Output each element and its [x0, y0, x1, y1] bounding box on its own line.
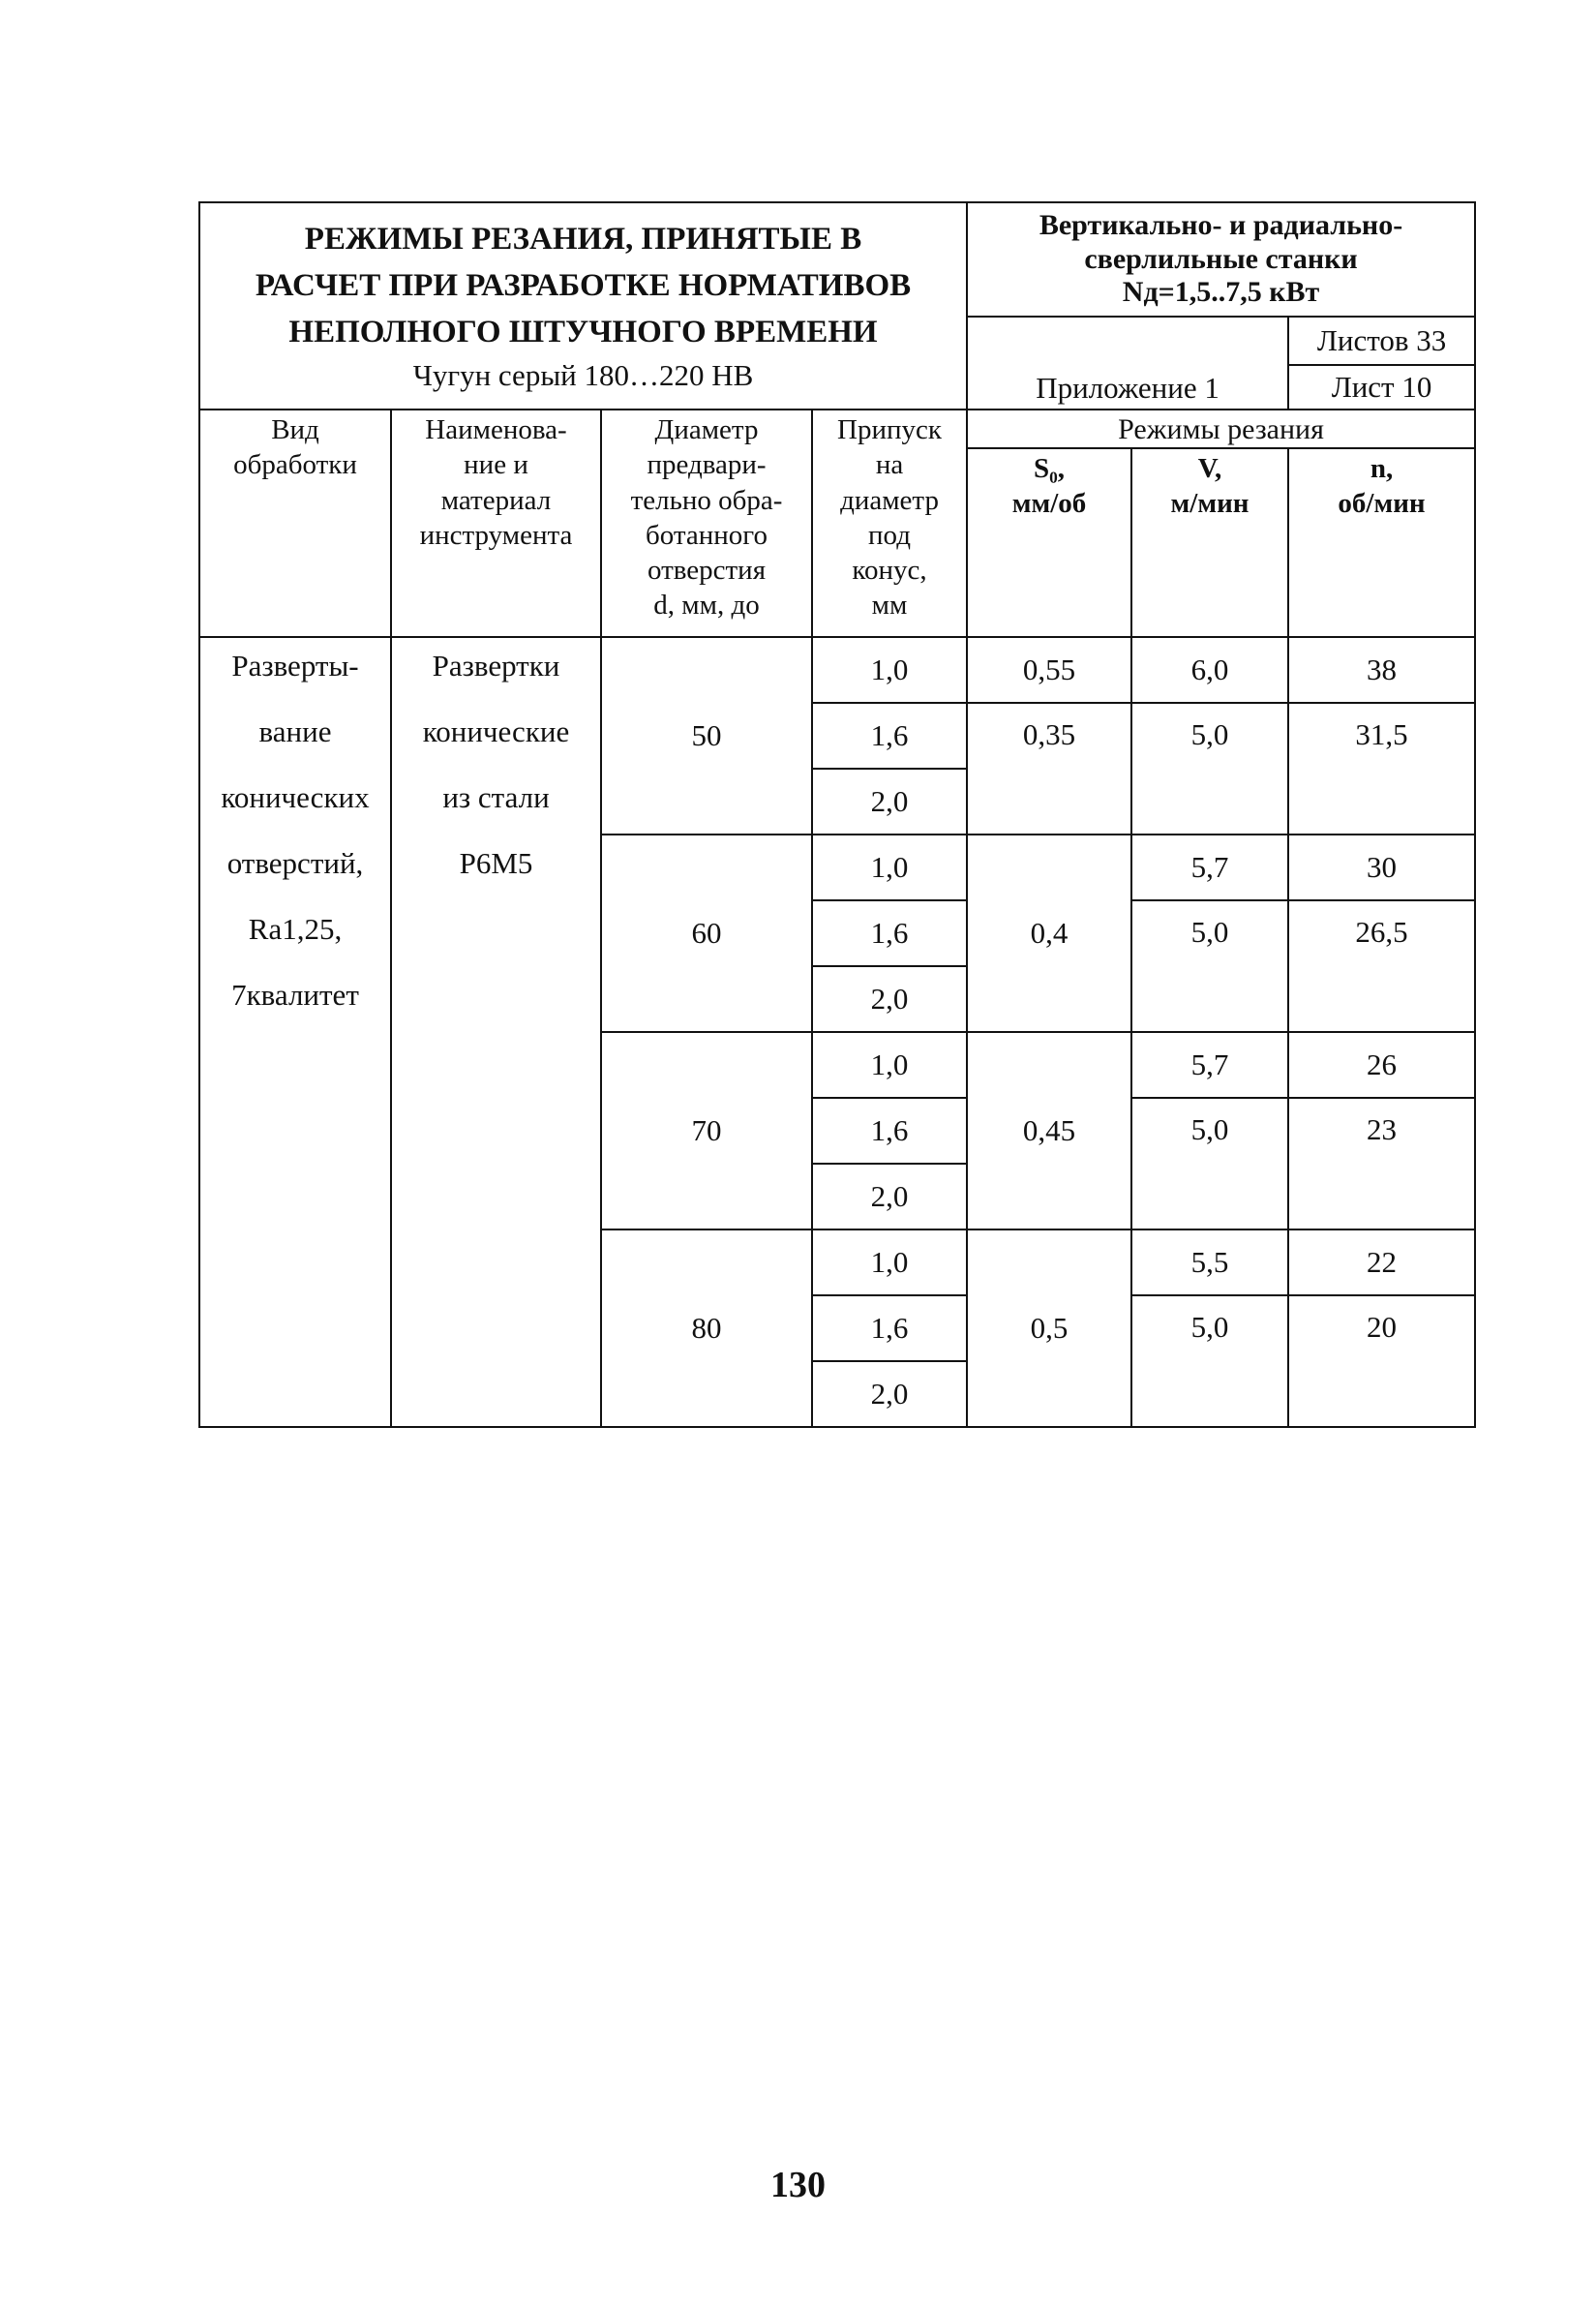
machine-line-1: Вертикально- и радиально-: [1039, 209, 1403, 242]
title-line-3: НЕПОЛНОГО ШТУЧНОГО ВРЕМЕНИ: [288, 314, 878, 349]
col-header-cutting-modes: Режимы резания: [967, 410, 1475, 448]
speed-cell: 5,5: [1131, 1229, 1288, 1295]
col-header-speed: V, м/мин: [1131, 448, 1288, 637]
col-header-rpm: n, об/мин: [1288, 448, 1475, 637]
rpm-cell: 26: [1288, 1032, 1475, 1098]
page-number: 130: [770, 2165, 826, 2205]
feed-cell: 0,5: [967, 1229, 1131, 1427]
norms-sheet: [198, 201, 1474, 1450]
allowance-cell: 1,0: [812, 1229, 967, 1295]
speed-cell: 5,0: [1131, 703, 1288, 835]
feed-cell: 0,4: [967, 835, 1131, 1032]
sheets-total: Листов 33: [1288, 317, 1475, 365]
speed-cell: 5,0: [1131, 900, 1288, 1032]
allowance-cell: 2,0: [812, 769, 967, 835]
feed-cell: 0,45: [967, 1032, 1131, 1229]
col-header-tool: Наименова- ние и материал инструмента: [391, 410, 601, 637]
col-header-allowance: Припуск на диаметр под конус, мм: [812, 410, 967, 637]
speed-cell: 5,7: [1131, 835, 1288, 900]
rpm-cell: 22: [1288, 1229, 1475, 1295]
title-line-2: РАСЧЕТ ПРИ РАЗРАБОТКЕ НОРМАТИВОВ: [255, 267, 912, 303]
speed-cell: 5,0: [1131, 1098, 1288, 1229]
rpm-cell: 30: [1288, 835, 1475, 900]
speed-cell: 5,7: [1131, 1032, 1288, 1098]
allowance-cell: 2,0: [812, 1361, 967, 1427]
allowance-cell: 2,0: [812, 1164, 967, 1229]
col-header-feed: S₀, мм/об: [967, 448, 1131, 637]
allowance-cell: 1,0: [812, 835, 967, 900]
allowance-cell: 1,0: [812, 1032, 967, 1098]
sheet-number: Лист 10: [1288, 365, 1475, 410]
diameter-cell: 50: [601, 637, 812, 835]
appendix-label: Приложение 1: [967, 317, 1288, 410]
feed-cell: 0,35: [967, 703, 1131, 835]
allowance-cell: 1,6: [812, 900, 967, 966]
speed-cell: 6,0: [1131, 637, 1288, 703]
col-header-diameter: Диаметр предвари- тельно обра- ботанного отверстия d, мм, до: [601, 410, 812, 637]
machine-power: Nд=1,5..7,5 кВт: [1122, 276, 1320, 309]
allowance-cell: 2,0: [812, 966, 967, 1032]
diameter-cell: 80: [601, 1229, 812, 1427]
cutting-modes-table: [198, 201, 1476, 1428]
allowance-cell: 1,6: [812, 1098, 967, 1164]
rpm-cell: 38: [1288, 637, 1475, 703]
rpm-cell: 26,5: [1288, 900, 1475, 1032]
rpm-cell: 31,5: [1288, 703, 1475, 835]
diameter-cell: 60: [601, 835, 812, 1032]
rpm-cell: 20: [1288, 1295, 1475, 1427]
processing-type-cell: Разверты- вание конических отверстий, Ra1,25, 7квалитет: [199, 637, 391, 1427]
table-title-block: [199, 202, 967, 410]
allowance-cell: 1,0: [812, 637, 967, 703]
machine-line-2: сверлильные станки: [1084, 242, 1358, 275]
allowance-cell: 1,6: [812, 1295, 967, 1361]
tool-cell: Развертки конические из стали Р6М5: [391, 637, 601, 1427]
material-label: Чугун серый 180…220 НВ: [412, 357, 754, 392]
rpm-cell: 23: [1288, 1098, 1475, 1229]
diameter-cell: 70: [601, 1032, 812, 1229]
title-line-1: РЕЖИМЫ РЕЗАНИЯ, ПРИНЯТЫЕ В: [304, 222, 862, 258]
allowance-cell: 1,6: [812, 703, 967, 769]
col-header-processing-type: Вид обработки: [199, 410, 391, 637]
machine-block: [967, 202, 1475, 317]
feed-cell: 0,55: [967, 637, 1131, 703]
table-row: [199, 637, 1475, 703]
speed-cell: 5,0: [1131, 1295, 1288, 1427]
